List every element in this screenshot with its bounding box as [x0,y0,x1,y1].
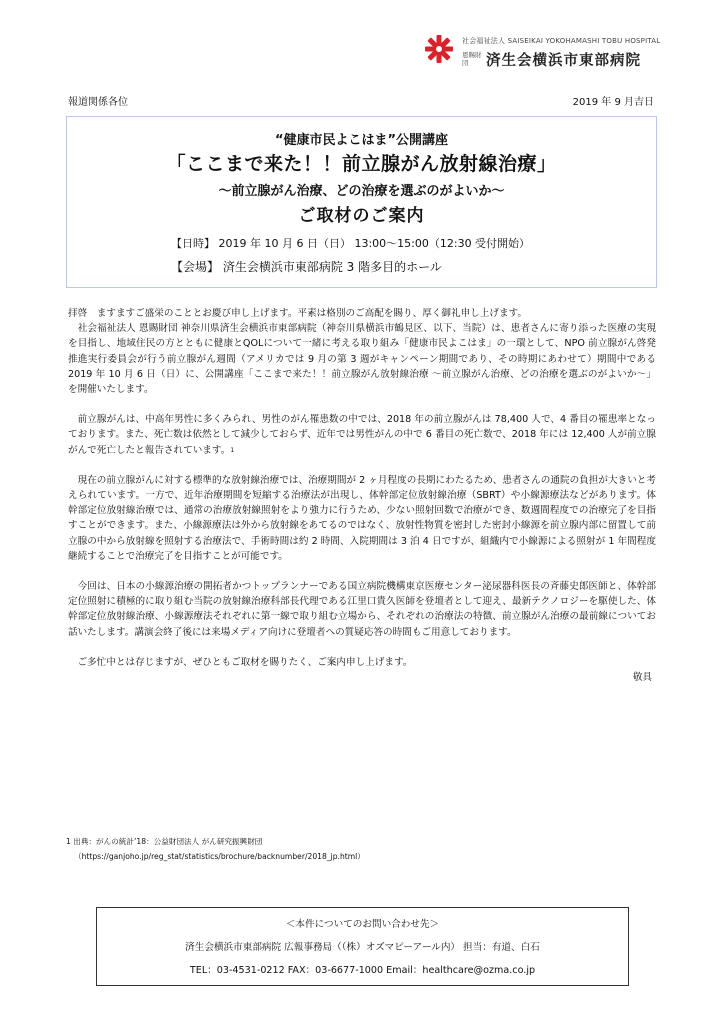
letter-body [68,306,656,685]
hospital-logo-icon [424,34,454,64]
footnote-marker: 1 [230,446,235,454]
document-date: 2019 年 9 月吉日 [572,97,654,108]
recipient-line: 報道関係各位 [68,97,128,108]
closing-salutation: 敬具 [632,672,652,684]
contact-phone-email: TEL：03-4531-0212 FAX：03-6677-1000 Email：healthcare@ozma.co.jp [189,965,536,976]
intro-paragraph: 社会福祉法人 恩賜財団 神奈川県済生会横浜市東部病院（神奈川県横浜市鶴見区、以下、当院）は、患者さんに寄り添った医療の実現を目指し、地域住民の方とともに健康とQOLについて一緒に考える取り組み「健康市民よこはま」の一環として、NPO 前立腺がん啓発推進実行委員会が行う前立腺がん週間（アメリカでは 9 月の第 3 週がキャンペーン期間であり、その時期にあわせて）期間中である 2019 年 10 月 6 日（日）に、公開講座「ここまで来た！！前立腺がん放射線治療 ～前立腺がん治療、どの治療を選ぶのがよいか～」を開催いたします。 [68,323,656,396]
statistics-text: 前立腺がんは、中高年男性に多くみられ、男性のがん罹患数の中では、2018 年の前立腺がんは 78,400 人で、4 番目の罹患率となっております。また、死亡数は依然として減少しておらず、近年では男性がんの中で 6 番目の死亡数で、2018 年には 12,400 人が前立腺がんで死亡したと報告されています。 [68,414,656,456]
treatment-paragraph: 現在の前立腺がんに対する標準的な放射線治療では、治療期間が 2 ヶ月程度の長期にわたるため、患者さんの通院の負担が大きいと考えられています。一方で、近年治療期間を短縮する治療法が出現し、体幹部定位放射線治療（SBRT）や小線源療法などがあります。体幹部定位放射線治療では、通常の治療放射線照射をより強力に行うため、少ない照射回数で治療ができ、数週間程度での治療完了を目指すことができます。また、小線源療法は外から放射線をあてるのではなく、放射性物質を密封した密封小線源を前立腺内部に留置して前立腺の中から放射線を照射する治療法で、手術時間は約 2 時間、入院期間は 3 泊 4 日ですが、組織内で小線源による照射が 1 年間程度継続することで治療完了を目指すことが可能です。 [68,474,656,562]
title-box [66,116,657,288]
contact-organization: 済生会横浜市東部病院 広報事務局（（株）オズマピーアール内） 担当：有道、白石 [185,942,540,953]
lecture-main-title: 「ここまで来た！！前立腺がん放射線治療」 [166,153,557,175]
footnote-url: （https://ganjoho.jp/reg_stat/statistics/brochure/backnumber/2018_jp.html） [74,852,365,861]
press-invitation-heading: ご取材のご案内 [298,206,425,226]
org-name: 済生会横浜市東部病院 [486,53,641,69]
speakers-paragraph: 今回は、日本の小線源治療の開拓者かつトップランナーである国立病院機構東京医療センター泌尿器科医長の斉藤史郎医師と、体幹部定位照射に積極的に取り組む当院の放射線治療科部長代理である江里口貴久医師を登壇者として迎え、最新テクノロジーを駆使した、体幹部定位放射線治療、小線源療法それぞれに第一線で取り組む立場から、それぞれの治療法の特徴、前立腺がん治療の最前線についてお話いたします。講演会終了後には来場メディア向けに登壇者への質疑応答の時間もご用意しております。 [68,581,656,638]
org-legal-line: 社会福祉法人 SAISEIKAI YOKOHAMASHI TOBU HOSPITAL [462,37,661,45]
event-datetime: 【日時】 2019 年 10 月 6 日（日） 13:00～15:00（12:30 受付開始） [171,237,531,250]
greeting-paragraph: 拝啓 ますますご盛栄のこととお慶び申し上げます。平素は格別のご高配を賜り、厚く御礼申し上げます。 [68,308,527,319]
request-paragraph: ご多忙中とは存じますが、ぜひともご取材を賜りたく、ご案内申し上げます。 [68,656,413,668]
footnote-source: 1 出典：がんの統計’18：公益財団法人 がん研究振興財団 [66,837,263,846]
lecture-subtitle: ～前立腺がん治療、どの治療を選ぶのがよいか～ [218,184,505,199]
event-venue: 【会場】 済生会横浜市東部病院 3 階多目的ホール [171,260,442,274]
org-foundation-label: 恩賜財団 [462,51,482,67]
contact-box [96,907,629,986]
footnote [66,834,365,864]
contact-heading: ＜本件についてのお問い合わせ先＞ [285,919,440,930]
statistics-paragraph [68,412,656,458]
lecture-series-title: “健康市民よこはま”公開講座 [274,133,449,148]
